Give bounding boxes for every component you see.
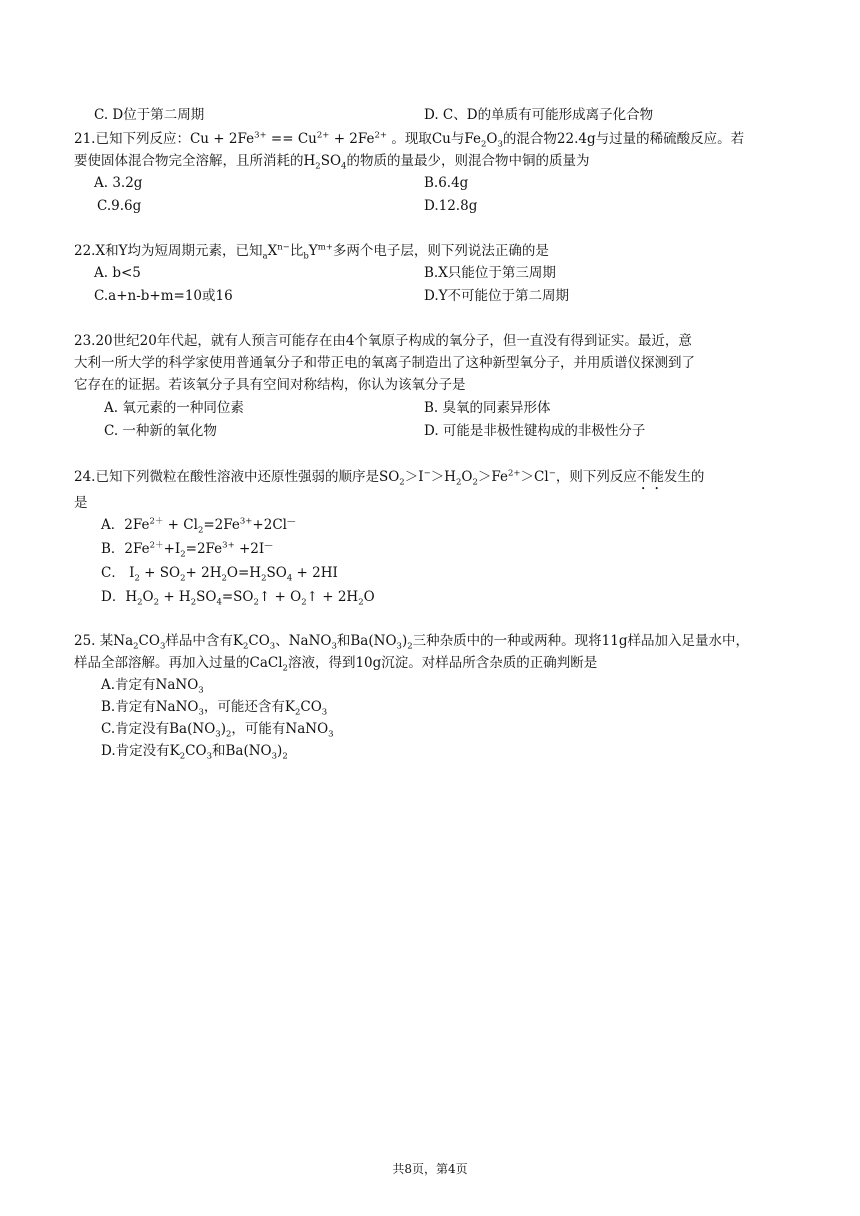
q22-option-c: C.a+n-b+m=10或16 bbox=[94, 288, 233, 304]
q25-option-a: A.肯定有NaNO$_3$ bbox=[101, 677, 204, 696]
q23-stem-line1: 23.20世纪20年代起，就有人预言可能存在由4个氧原子构成的氧分子，但一直没有得到证实。最近，意 bbox=[74, 333, 692, 349]
q21-option-d: D.12.8g bbox=[424, 198, 478, 214]
q24-stem-line2: 是 bbox=[74, 495, 88, 511]
q25-option-c: C.肯定没有$Ba(NO_3)_2$，可能有NaNO$_3$ bbox=[101, 721, 334, 740]
q21-option-b: B.6.4g bbox=[424, 175, 469, 191]
q21-stem-line2: 要使固体混合物完全溶解，且所消耗的$H_2SO_4$的物质的量最少，则混合物中铜的质量为 bbox=[74, 153, 590, 172]
q25-stem-line1: 25. 某$Na_2CO_3$样品中含有$K_2CO_3$、NaNO$_3$和$Ba(NO_3)_2$三种杂质中的一种或两种。现将11g样品加入足量水中， bbox=[74, 633, 749, 652]
q22-option-a: A. b<5 bbox=[94, 265, 141, 281]
q24-option-a: A．$2Fe^{2+} + Cl_2=2Fe^{3+}+2Cl^—$ bbox=[101, 516, 296, 536]
q25-option-b: B.肯定有NaNO$_3$，可能还含有$K_2CO_3$ bbox=[101, 699, 328, 718]
q21-option-a: A. 3.2g bbox=[94, 175, 143, 191]
q24-option-b: B．$2Fe^{2+}+I_2=2Fe^{3+} +2I^—$ bbox=[101, 540, 273, 560]
q20-option-d: D. C、D的单质有可能形成离子化合物 bbox=[424, 107, 654, 123]
q24-option-d: D．$H_2O_2$ + $H_2SO_4=SO_2↑$ + $O_2↑ + 2H_2O$ bbox=[101, 589, 375, 608]
page-footer: 共8页，第4页 bbox=[392, 1162, 468, 1176]
q23-stem-line2: 大利一所大学的科学家使用普通氧分子和带正电的氧离子制造出了这种新型氧分子，并用质谱仪探测到了 bbox=[74, 355, 695, 371]
q22-option-d: D.Y不可能位于第二周期 bbox=[424, 288, 570, 304]
q21-stem-line1: 21.已知下列反应：$Cu + 2Fe^{3+} == Cu^{2+} + 2Fe^{2+}$ 。现取Cu与$Fe_2O_3$的混合物22.4g与过量的稀硫酸反应。若 bbox=[74, 130, 745, 150]
q24-emphasis: 不能 bbox=[636, 469, 664, 485]
q22-option-b: B.X只能位于第三周期 bbox=[424, 265, 556, 281]
q21-option-c: C.9.6g bbox=[97, 198, 142, 214]
q23-option-d: D. 可能是非极性键构成的非极性分子 bbox=[424, 423, 646, 439]
q24-option-c: C． $I_2 + SO_2+ 2H_2O=H_2SO_4 + 2HI$ bbox=[101, 565, 338, 584]
q25-option-d: D.肯定没有$K_2CO_3$和$Ba(NO_3)_2$ bbox=[101, 743, 288, 762]
q23-stem-line3: 它存在的证据。若该氧分子具有空间对称结构，你认为该氧分子是 bbox=[74, 377, 466, 393]
q24-stem-line1: 24.已知下列微粒在酸性溶液中还原性强弱的顺序是$SO_2>I^->H_2O_2>Fe^{2+}>Cl^-$，则下列反应不能发生的 bbox=[74, 468, 705, 488]
q23-option-a: A. 氧元素的一种同位素 bbox=[104, 400, 244, 416]
q25-stem-line2: 样品全部溶解。再加入过量的CaCl$_2$溶液，得到10g沉淀。对样品所含杂质的正确判断是 bbox=[74, 655, 598, 674]
q20-option-c: C. D位于第二周期 bbox=[94, 107, 205, 123]
q22-stem: 22.X和Y均为短周期元素，已知$_aX^{n-}$比$_bY^{m+}$多两个电子层，则下列说法正确的是 bbox=[74, 242, 549, 262]
q23-option-c: C. 一种新的氧化物 bbox=[104, 423, 217, 439]
q23-option-b: B. 臭氧的同素异形体 bbox=[424, 400, 551, 416]
